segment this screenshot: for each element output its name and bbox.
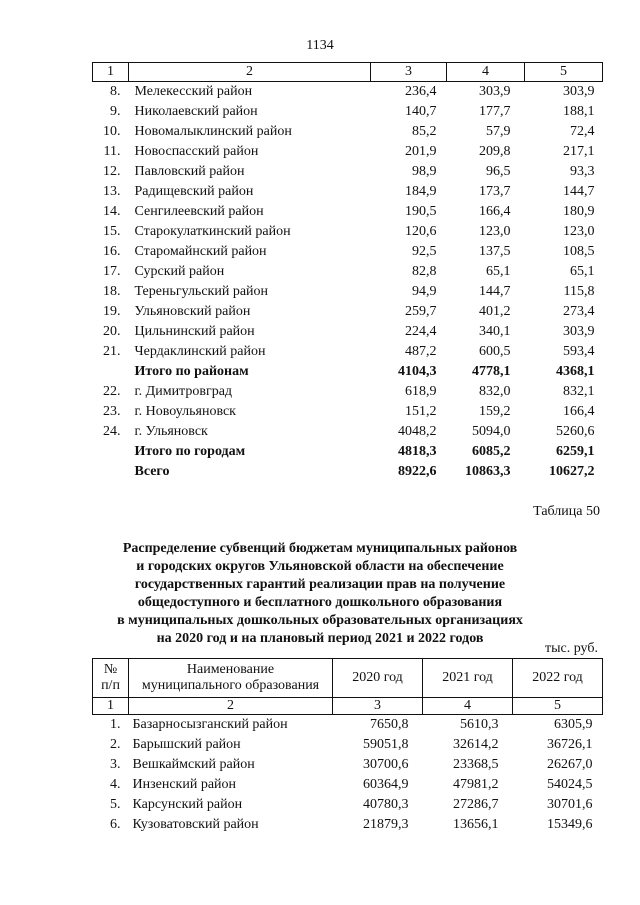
value-col4: 177,7 (479, 104, 511, 119)
region-name: Старокулаткинский район (134, 224, 291, 239)
value-col5: 5260,6 (556, 424, 595, 439)
value-col3: 8922,6 (398, 464, 437, 479)
region-name: Мелекесский район (134, 84, 253, 99)
region-name: Инзенский район (132, 777, 237, 792)
column-index: 4 (423, 698, 513, 715)
value-col3: 140,7 (405, 104, 437, 119)
column-index: 3 (371, 63, 447, 82)
value-col5: 54024,5 (547, 777, 593, 792)
region-name: Новомалыклинский район (134, 124, 292, 139)
region-name: Николаевский район (134, 104, 258, 119)
value-col4: 32614,2 (453, 737, 499, 752)
value-col3: 98,9 (412, 164, 437, 179)
value-col3: 201,9 (405, 144, 437, 159)
value-col4: 23368,5 (453, 757, 499, 772)
value-col4: 5094,0 (472, 424, 511, 439)
region-name: Барышский район (132, 737, 241, 752)
table-row (93, 142, 603, 162)
table-row (93, 102, 603, 122)
title-line: государственных гарантий реализации прав на получение (134, 577, 506, 592)
region-name: Итого по районам (134, 364, 249, 379)
value-col5: 36726,1 (547, 737, 593, 752)
region-name: г. Ульяновск (134, 424, 208, 439)
header-year-2021: 2021 год (423, 659, 513, 698)
value-col3: 120,6 (405, 224, 437, 239)
value-col3: 224,4 (405, 324, 437, 339)
region-name: Павловский район (134, 164, 245, 179)
value-col5: 180,9 (563, 204, 595, 219)
value-col3: 30700,6 (363, 757, 409, 772)
row-number: 8. (110, 84, 121, 99)
row-number: 20. (103, 324, 121, 339)
value-col3: 259,7 (405, 304, 437, 319)
value-col5: 72,4 (570, 124, 595, 139)
value-col5: 26267,0 (547, 757, 593, 772)
row-number: 9. (110, 104, 121, 119)
table-row (93, 755, 603, 775)
row-number: 17. (103, 264, 121, 279)
region-name: Сурский район (134, 264, 225, 279)
table-index-row (93, 63, 603, 82)
row-number: 23. (103, 404, 121, 419)
value-col5: 593,4 (563, 344, 595, 359)
value-col3: 184,9 (405, 184, 437, 199)
region-name: Базарносызганский район (132, 717, 288, 732)
row-number: 22. (103, 384, 121, 399)
allocation-table-continued (92, 62, 603, 482)
row-number: 18. (103, 284, 121, 299)
value-col4: 13656,1 (453, 817, 499, 832)
table-row (93, 342, 603, 362)
row-number: 14. (103, 204, 121, 219)
table-row (93, 202, 603, 222)
header-name-line2: муниципального образования (141, 678, 320, 693)
column-index: 3 (333, 698, 423, 715)
region-name: Всего (134, 464, 170, 479)
region-name: Сенгилеевский район (134, 204, 264, 219)
value-col4: 303,9 (479, 84, 511, 99)
row-number: 19. (103, 304, 121, 319)
region-name: Новоспасский район (134, 144, 259, 159)
value-col4: 159,2 (479, 404, 511, 419)
value-col5: 10627,2 (549, 464, 595, 479)
row-number: 4. (110, 777, 121, 792)
table-row (93, 715, 603, 736)
value-col3: 59051,8 (363, 737, 409, 752)
value-col3: 4818,3 (398, 444, 437, 459)
table-number-label: Таблица 50 (533, 504, 600, 519)
value-col4: 57,9 (486, 124, 511, 139)
value-col3: 151,2 (405, 404, 437, 419)
value-col5: 93,3 (570, 164, 595, 179)
value-col5: 6259,1 (556, 444, 595, 459)
value-col4: 47981,2 (453, 777, 499, 792)
region-name: г. Новоульяновск (134, 404, 236, 419)
table-row (93, 815, 603, 835)
title-line: в муниципальных дошкольных образовательных организациях (117, 613, 523, 628)
row-number: 13. (103, 184, 121, 199)
title-line: и городских округов Ульяновской области на обеспечение (136, 559, 504, 574)
value-col4: 10863,3 (465, 464, 511, 479)
table-row (93, 422, 603, 442)
value-col4: 65,1 (486, 264, 511, 279)
row-number: 21. (103, 344, 121, 359)
value-col3: 40780,3 (363, 797, 409, 812)
column-index: 1 (93, 63, 129, 82)
table-row (93, 795, 603, 815)
value-col3: 4104,3 (398, 364, 437, 379)
value-col5: 4368,1 (556, 364, 595, 379)
region-name: Карсунский район (132, 797, 243, 812)
row-number (93, 362, 129, 382)
table-row (93, 402, 603, 422)
value-col4: 166,4 (479, 204, 511, 219)
value-col5: 273,4 (563, 304, 595, 319)
table-row (93, 282, 603, 302)
value-col3: 190,5 (405, 204, 437, 219)
table-row (93, 122, 603, 142)
table-header-row (93, 659, 603, 698)
header-name (129, 659, 333, 698)
value-col5: 832,1 (563, 384, 595, 399)
value-col4: 5610,3 (460, 717, 499, 732)
table-row (93, 382, 603, 402)
table-row (93, 302, 603, 322)
table-row (93, 222, 603, 242)
table-row (93, 775, 603, 795)
value-col5: 303,9 (563, 84, 595, 99)
row-number: 10. (103, 124, 121, 139)
value-col4: 340,1 (479, 324, 511, 339)
value-col5: 15349,6 (547, 817, 593, 832)
region-name: Вешкаймский район (132, 757, 255, 772)
table-row (93, 322, 603, 342)
row-number (93, 462, 129, 482)
table-row (93, 735, 603, 755)
value-col5: 144,7 (563, 184, 595, 199)
value-col5: 217,1 (563, 144, 595, 159)
value-col5: 166,4 (563, 404, 595, 419)
title-line: Распределение субвенций бюджетам муниципальных районов (122, 541, 518, 556)
column-index: 2 (129, 63, 371, 82)
value-col5: 123,0 (563, 224, 595, 239)
region-name: Старомайнский район (134, 244, 267, 259)
header-number (93, 659, 129, 698)
row-number (93, 442, 129, 462)
value-col5: 303,9 (563, 324, 595, 339)
value-col3: 85,2 (412, 124, 437, 139)
header-number-symbol: № (103, 662, 118, 677)
region-name: Ульяновский район (134, 304, 251, 319)
row-number: 24. (103, 424, 121, 439)
row-number: 5. (110, 797, 121, 812)
column-index: 5 (525, 63, 603, 82)
value-col3: 82,8 (412, 264, 437, 279)
table-row (93, 462, 603, 482)
header-year-2020: 2020 год (333, 659, 423, 698)
row-number: 1. (110, 717, 121, 732)
value-col3: 21879,3 (363, 817, 409, 832)
value-col3: 7650,8 (370, 717, 409, 732)
value-col4: 123,0 (479, 224, 511, 239)
value-col4: 6085,2 (472, 444, 511, 459)
value-col4: 27286,7 (453, 797, 499, 812)
row-number: 15. (103, 224, 121, 239)
table-row (93, 182, 603, 202)
table-row (93, 82, 603, 103)
page-number: 1134 (306, 38, 334, 53)
column-index: 1 (93, 698, 129, 715)
region-name: Чердаклинский район (134, 344, 266, 359)
column-index: 4 (447, 63, 525, 82)
region-name: Итого по городам (134, 444, 246, 459)
title-line: общедоступного и бесплатного дошкольного образования (137, 595, 503, 610)
value-col4: 137,5 (479, 244, 511, 259)
region-name: Радищевский район (134, 184, 254, 199)
region-name: г. Димитровград (134, 384, 233, 399)
value-col4: 4778,1 (472, 364, 511, 379)
row-number: 6. (110, 817, 121, 832)
value-col4: 144,7 (479, 284, 511, 299)
header-year-2022: 2022 год (513, 659, 603, 698)
title-line: на 2020 год и на плановый период 2021 и 2022 годов (156, 631, 484, 646)
row-number: 16. (103, 244, 121, 259)
value-col4: 600,5 (479, 344, 511, 359)
region-name: Цильнинский район (134, 324, 255, 339)
row-number: 12. (103, 164, 121, 179)
value-col5: 6305,9 (554, 717, 593, 732)
value-col3: 94,9 (412, 284, 437, 299)
header-name-line1: Наименование (186, 662, 275, 677)
table-row (93, 362, 603, 382)
value-col5: 115,8 (563, 284, 595, 299)
row-number: 3. (110, 757, 121, 772)
table-row (93, 262, 603, 282)
value-col3: 60364,9 (363, 777, 409, 792)
table-row (93, 242, 603, 262)
value-col3: 92,5 (412, 244, 437, 259)
value-col3: 236,4 (405, 84, 437, 99)
table-row (93, 162, 603, 182)
column-index: 2 (129, 698, 333, 715)
table-index-row (93, 698, 603, 715)
row-number: 11. (103, 144, 121, 159)
row-number: 2. (110, 737, 121, 752)
value-col5: 65,1 (570, 264, 595, 279)
region-name: Тереньгульский район (134, 284, 269, 299)
region-name: Кузоватовский район (132, 817, 259, 832)
value-col4: 832,0 (479, 384, 511, 399)
column-index: 5 (513, 698, 603, 715)
subvention-table (92, 658, 603, 835)
table-row (93, 442, 603, 462)
value-col5: 188,1 (563, 104, 595, 119)
value-col5: 30701,6 (547, 797, 593, 812)
value-col5: 108,5 (563, 244, 595, 259)
value-col3: 4048,2 (398, 424, 437, 439)
table-title (100, 540, 540, 648)
value-col4: 96,5 (486, 164, 511, 179)
units-label: тыс. руб. (545, 641, 598, 656)
value-col3: 618,9 (405, 384, 437, 399)
value-col4: 401,2 (479, 304, 511, 319)
value-col3: 487,2 (405, 344, 437, 359)
header-number-abbr: п/п (101, 678, 120, 693)
value-col4: 173,7 (479, 184, 511, 199)
value-col4: 209,8 (479, 144, 511, 159)
